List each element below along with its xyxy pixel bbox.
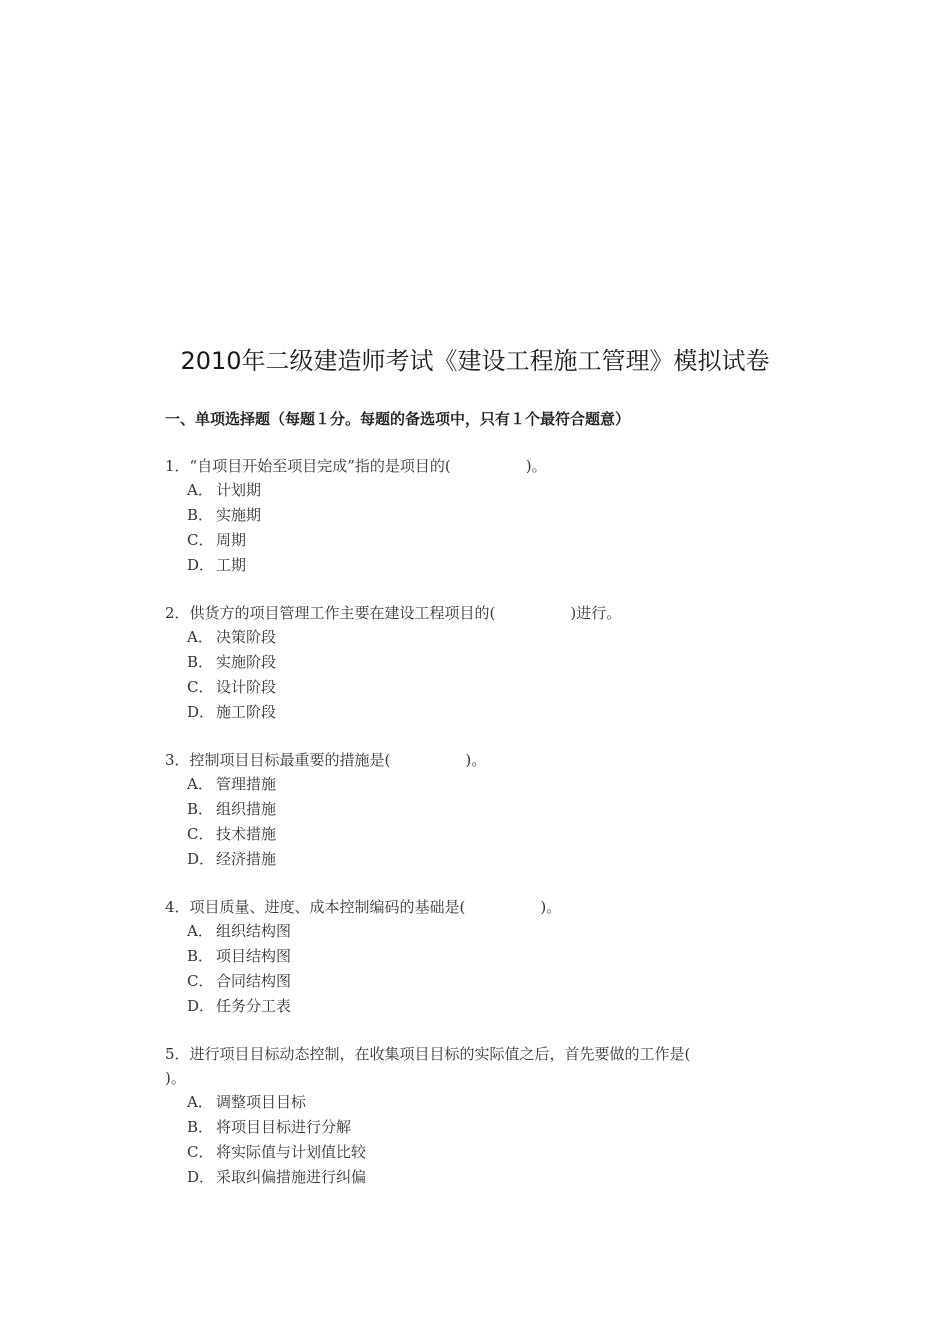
option-letter: C． bbox=[187, 1143, 214, 1161]
option-c bbox=[165, 675, 785, 700]
option-a bbox=[165, 1090, 765, 1115]
option-text: 周期 bbox=[216, 531, 247, 549]
option-letter: B． bbox=[187, 800, 214, 818]
option-text: 项目结构图 bbox=[216, 947, 292, 965]
option-text: 组织结构图 bbox=[216, 922, 292, 940]
option-letter: D． bbox=[187, 703, 215, 721]
option-letter: B． bbox=[187, 1118, 214, 1136]
option-text: 设计阶段 bbox=[216, 678, 277, 696]
question-stem: 2．供货方的项目管理工作主要在建设工程项目的( )进行。 bbox=[165, 604, 622, 622]
option-a bbox=[165, 625, 785, 650]
option-d bbox=[165, 553, 785, 578]
question-4 bbox=[165, 895, 785, 1019]
option-b bbox=[165, 503, 785, 528]
question-5 bbox=[165, 1042, 765, 1190]
option-text: 调整项目目标 bbox=[216, 1093, 307, 1111]
option-text: 计划期 bbox=[216, 481, 262, 499]
option-letter: A． bbox=[187, 1093, 213, 1111]
question-stem: 1．“自项目开始至项目完成”指的是项目的( )。 bbox=[165, 457, 547, 475]
question-2 bbox=[165, 601, 785, 725]
option-b bbox=[165, 650, 785, 675]
option-text: 实施阶段 bbox=[216, 653, 277, 671]
option-d bbox=[165, 847, 785, 872]
option-text: 经济措施 bbox=[216, 850, 277, 868]
option-letter: C． bbox=[187, 531, 214, 549]
option-letter: A． bbox=[187, 481, 213, 499]
option-a bbox=[165, 478, 785, 503]
option-text: 施工阶段 bbox=[216, 703, 277, 721]
option-text: 管理措施 bbox=[216, 775, 277, 793]
option-letter: C． bbox=[187, 972, 214, 990]
question-3 bbox=[165, 748, 785, 872]
option-letter: A． bbox=[187, 775, 213, 793]
option-b bbox=[165, 944, 785, 969]
option-letter: A． bbox=[187, 922, 213, 940]
option-d bbox=[165, 1165, 765, 1190]
option-c bbox=[165, 822, 785, 847]
option-letter: C． bbox=[187, 678, 214, 696]
question-1 bbox=[165, 454, 785, 578]
option-text: 任务分工表 bbox=[216, 997, 292, 1015]
option-d bbox=[165, 994, 785, 1019]
option-text: 合同结构图 bbox=[216, 972, 292, 990]
option-text: 采取纠偏措施进行纠偏 bbox=[216, 1168, 367, 1186]
question-stem: 4．项目质量、进度、成本控制编码的基础是( )。 bbox=[165, 898, 562, 916]
option-c bbox=[165, 528, 785, 553]
option-letter: C． bbox=[187, 825, 214, 843]
option-letter: D． bbox=[187, 1168, 215, 1186]
option-a bbox=[165, 919, 785, 944]
option-text: 决策阶段 bbox=[216, 628, 277, 646]
option-b bbox=[165, 1115, 765, 1140]
option-letter: D． bbox=[187, 850, 215, 868]
option-d bbox=[165, 700, 785, 725]
section-heading: 一、单项选择题（每题１分。每题的备选项中，只有１个最符合题意） bbox=[165, 410, 631, 428]
option-text: 工期 bbox=[216, 556, 247, 574]
option-text: 将实际值与计划值比较 bbox=[216, 1143, 367, 1161]
page-title: 2010年二级建造师考试《建设工程施工管理》模拟试卷 bbox=[180, 347, 770, 375]
option-letter: B． bbox=[187, 653, 214, 671]
option-c bbox=[165, 1140, 765, 1165]
option-letter: D． bbox=[187, 997, 215, 1015]
option-letter: B． bbox=[187, 506, 214, 524]
question-stem: 5．进行项目目标动态控制，在收集项目目标的实际值之后，首先要做的工作是( )。 bbox=[165, 1045, 751, 1087]
option-b bbox=[165, 797, 785, 822]
question-stem: 3．控制项目目标最重要的措施是( )。 bbox=[165, 751, 487, 769]
option-text: 组织措施 bbox=[216, 800, 277, 818]
option-letter: B． bbox=[187, 947, 214, 965]
option-letter: A． bbox=[187, 628, 213, 646]
option-text: 技术措施 bbox=[216, 825, 277, 843]
option-c bbox=[165, 969, 785, 994]
option-letter: D． bbox=[187, 556, 215, 574]
option-text: 将项目目标进行分解 bbox=[216, 1118, 352, 1136]
option-text: 实施期 bbox=[216, 506, 262, 524]
option-a bbox=[165, 772, 785, 797]
